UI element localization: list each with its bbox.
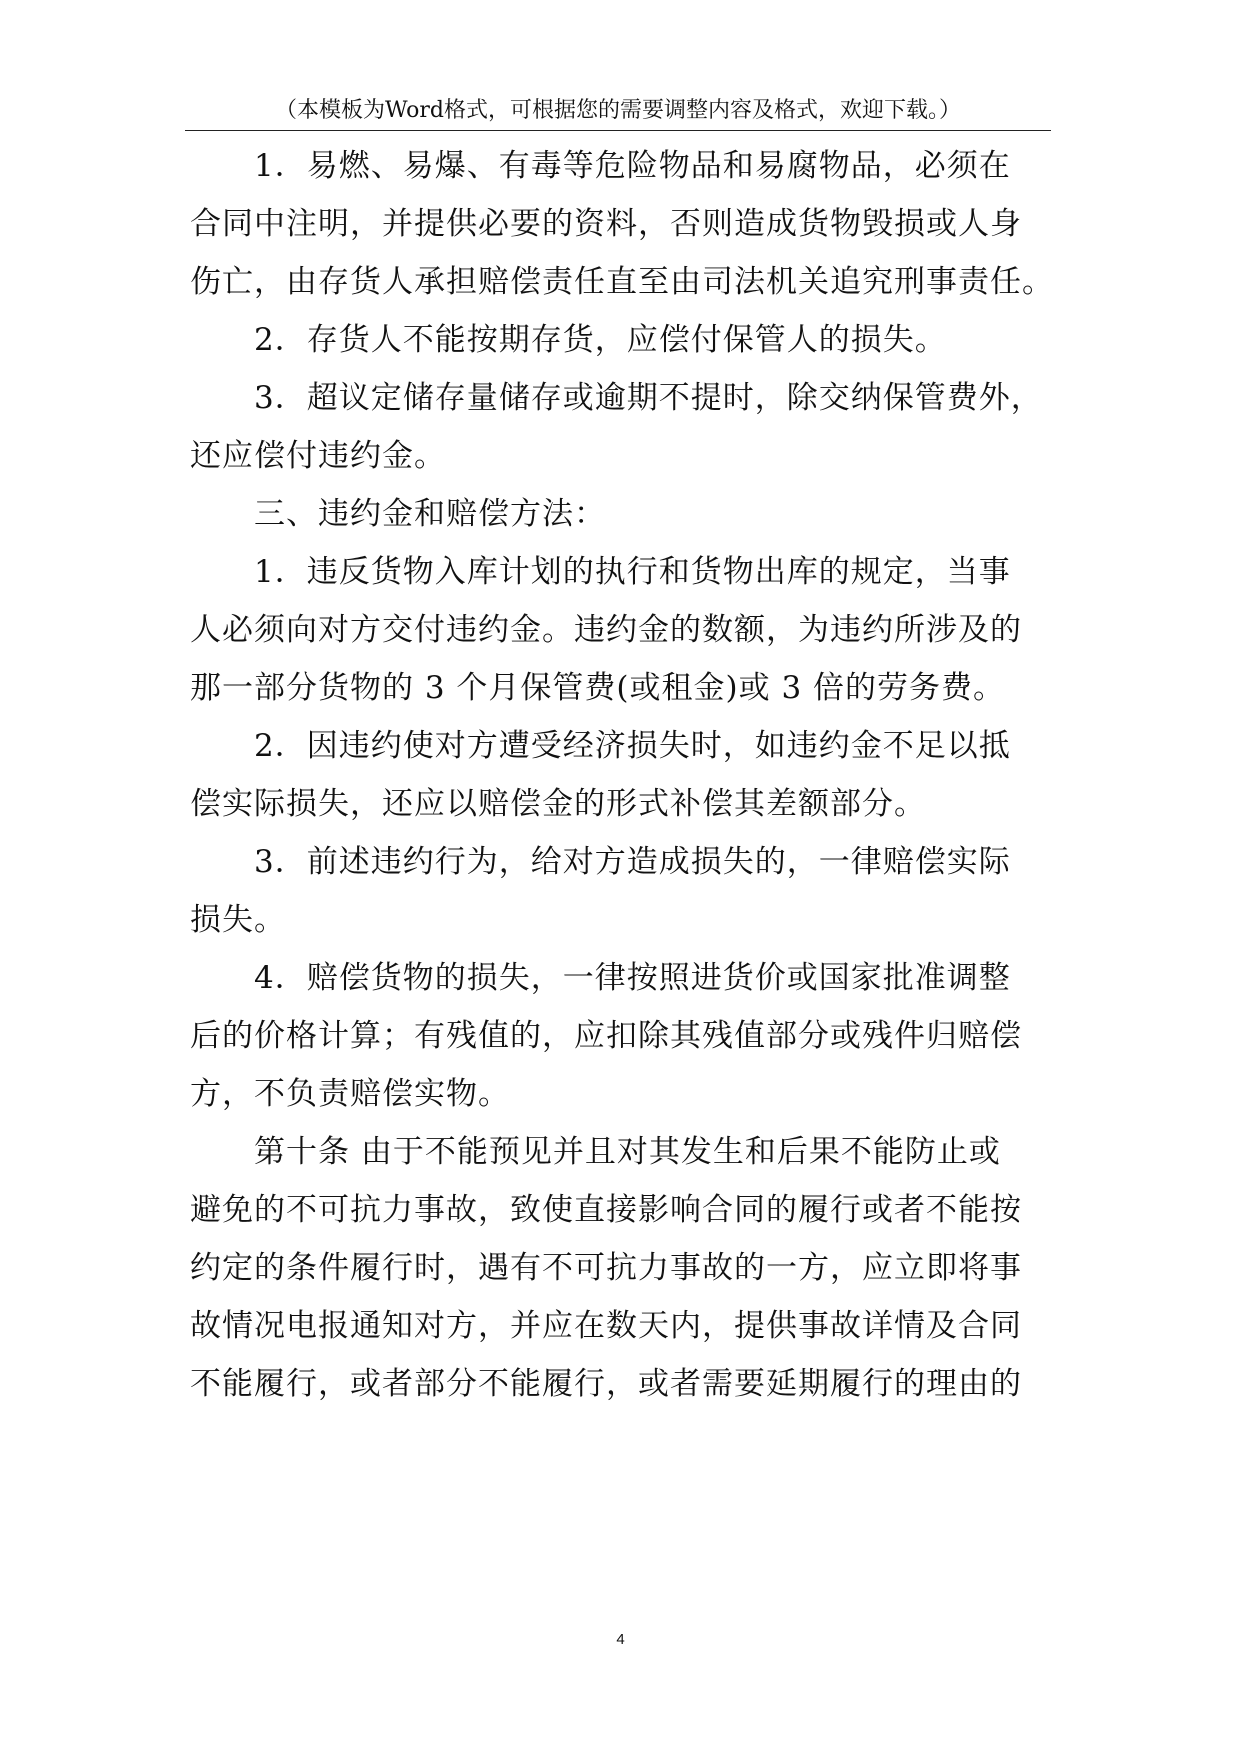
section-heading: 三、违约金和赔偿方法： — [254, 496, 606, 532]
body-line: 损失。 — [190, 902, 286, 938]
body-line: 3．前述违约行为，给对方造成损失的，一律赔偿实际 — [254, 844, 1011, 880]
body-line: 那一部分货物的 3 个月保管费(或租金)或 3 倍的劳务费。 — [190, 670, 1006, 706]
header-note: （本模板为Word格式，可根据您的需要调整内容及格式，欢迎下载。） — [275, 98, 961, 123]
body-line: 2．因违约使对方遭受经济损失时，如违约金不足以抵 — [254, 728, 1011, 764]
body-line: 偿实际损失，还应以赔偿金的形式补偿其差额部分。 — [190, 786, 926, 822]
header-rule — [185, 130, 1051, 131]
body-line: 人必须向对方交付违约金。违约金的数额，为违约所涉及的 — [190, 612, 1022, 648]
body-line: 1．易燃、易爆、有毒等危险物品和易腐物品，必须在 — [254, 148, 1011, 184]
body-line: 合同中注明，并提供必要的资料，否则造成货物毁损或人身 — [190, 206, 1022, 242]
body-line: 约定的条件履行时，遇有不可抗力事故的一方，应立即将事 — [190, 1250, 1022, 1286]
body-line: 方，不负责赔偿实物。 — [190, 1076, 510, 1112]
body-line: 不能履行，或者部分不能履行，或者需要延期履行的理由的 — [190, 1366, 1022, 1402]
body-line: 后的价格计算；有残值的，应扣除其残值部分或残件归赔偿 — [190, 1018, 1022, 1054]
body-line: 故情况电报通知对方，并应在数天内，提供事故详情及合同 — [190, 1308, 1022, 1344]
body-line: 还应偿付违约金。 — [190, 438, 446, 474]
body-line: 3．超议定储存量储存或逾期不提时，除交纳保管费外， — [254, 380, 1043, 416]
page-number: 4 — [616, 1631, 625, 1648]
body-line: 避免的不可抗力事故，致使直接影响合同的履行或者不能按 — [190, 1192, 1022, 1228]
body-line: 伤亡，由存货人承担赔偿责任直至由司法机关追究刑事责任。 — [190, 264, 1054, 300]
body-line: 4．赔偿货物的损失，一律按照进货价或国家批准调整 — [254, 960, 1011, 996]
body-line: 2．存货人不能按期存货，应偿付保管人的损失。 — [254, 322, 947, 358]
article-heading-line: 第十条 由于不能预见并且对其发生和后果不能防止或 — [254, 1134, 1001, 1170]
body-line: 1．违反货物入库计划的执行和货物出库的规定，当事 — [254, 554, 1011, 590]
